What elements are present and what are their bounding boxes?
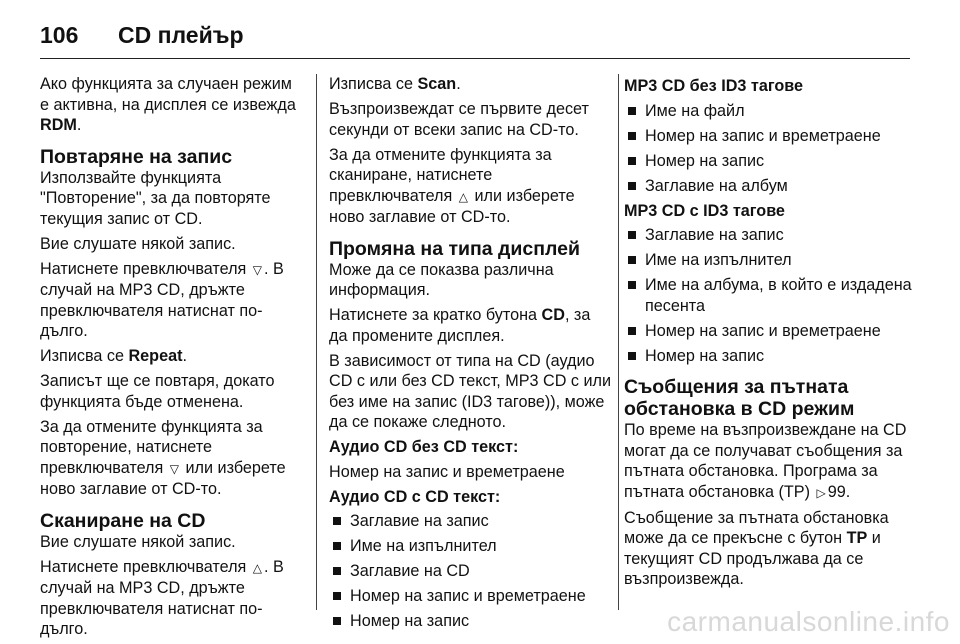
page-reference-icon: ▷: [816, 485, 826, 500]
switch-down-icon: ▽: [169, 461, 180, 476]
column-divider-2: [618, 74, 619, 610]
switch-up-icon: △: [252, 560, 263, 575]
list-item: Заглавие на запис: [624, 225, 912, 246]
column-divider-1: [316, 74, 317, 610]
list-item: Име на файл: [624, 101, 912, 122]
display-paragraph-1: Може да се показва различна информация.: [329, 260, 554, 299]
audio-no-text-value: Номер на запис и времетраене: [329, 462, 565, 481]
repeat-paragraph-2: Вие слушате някой запис.: [40, 234, 236, 253]
switch-down-icon: ▽: [252, 262, 263, 277]
mp3-no-id3-list: [624, 101, 912, 197]
switch-up-icon: △: [458, 189, 469, 204]
list-item: Заглавие на CD: [329, 561, 612, 582]
tp-button-term: TP: [846, 529, 868, 547]
display-paragraph-2: Натиснете за кратко бутона CD, за да промените дисплея.: [329, 306, 591, 345]
cd-button-term: CD: [541, 306, 565, 324]
display-paragraph-3: В зависимост от типа на CD (аудио CD с или без CD текст, MP3 CD с или без име на запис (ID3 тагове)), може да се покаже следното.: [329, 351, 612, 431]
mp3-id3-label: MP3 CD с ID3 тагове: [624, 201, 785, 220]
list-item: Номер на запис: [624, 346, 912, 367]
list-item: Номер на запис и времетраене: [624, 321, 912, 342]
repeat-term: Repeat: [128, 347, 183, 365]
page-reference: 99.: [827, 482, 851, 501]
repeat-paragraph-4: Изписва се Repeat.: [40, 347, 187, 365]
page-number: 106: [40, 21, 79, 48]
repeat-paragraph-3: Натиснете превключвателя ▽ . В случай на MP3 CD, дръжте превключвателя натиснат по-дълго.: [40, 259, 284, 340]
column-1: [40, 74, 302, 644]
list-item: Име на изпълнител: [329, 536, 612, 557]
list-item: Име на изпълнител: [624, 250, 912, 271]
page-header: [40, 20, 244, 50]
scan-paragraph-5: За да отмените функцията за сканиране, натиснете превключвателя △ или изберете ново заглавие от CD-то.: [329, 145, 575, 226]
section-title: CD плейър: [118, 21, 244, 48]
repeat-paragraph-1: Използвайте функцията "Повторение", за да повторяте текущия запис от CD.: [40, 168, 271, 228]
list-item: Заглавие на албум: [624, 176, 912, 197]
traffic-paragraph-1: По време на възпроизвеждане на CD могат да се получават съобщения за пътната обстановка. Програма за пътната обстановка (TP) ▷ 99.: [624, 420, 912, 503]
header-rule: [40, 58, 910, 59]
list-item: Заглавие на запис: [329, 511, 612, 532]
scan-paragraph-1: Вие слушате някой запис.: [40, 532, 236, 551]
scan-term: Scan: [417, 75, 457, 93]
scan-paragraph-4: Възпроизвеждат се първите десет секунди от всеки запис на CD-то.: [329, 100, 589, 139]
audio-text-list: [329, 511, 612, 632]
mp3-id3-list: [624, 225, 912, 366]
list-item: Номер на запис и времетраене: [329, 586, 612, 607]
column-3: [624, 74, 912, 594]
scan-paragraph-3: Изписва се Scan.: [329, 75, 461, 93]
traffic-paragraph-2: Съобщение за пътната обстановка може да се прекъсне с бутон TP и текущият CD продължава да се възпроизвежда.: [624, 508, 889, 588]
repeat-heading: Повтаряне на запис: [40, 145, 233, 168]
repeat-paragraph-5: Записът ще се повтаря, докато функцията бъде отменена.: [40, 372, 275, 411]
intro-paragraph: Ако функцията за случаен режим е активна, на дисплея се извежда RDM.: [40, 75, 296, 134]
list-item: Номер на запис: [329, 611, 612, 632]
scan-paragraph-2: Натиснете превключвателя △ . В случай на MP3 CD, дръжте превключвателя натиснат по-дълго.: [40, 557, 284, 638]
list-item: Номер на запис: [624, 151, 912, 172]
scan-heading: Сканиране на CD: [40, 509, 206, 532]
rdm-term: RDM: [40, 116, 77, 134]
repeat-paragraph-6: За да отмените функцията за повторение, натиснете превключвателя ▽ или изберете ново заглавие от CD-то.: [40, 417, 286, 498]
column-2: [329, 74, 612, 636]
mp3-no-id3-label: MP3 CD без ID3 тагове: [624, 77, 803, 95]
audio-no-text-label: Аудио CD без CD текст:: [329, 438, 519, 456]
list-item: Име на албума, в който е издадена песента: [624, 275, 912, 316]
list-item: Номер на запис и времетраене: [624, 126, 912, 147]
display-heading: Промяна на типа дисплей: [329, 237, 580, 260]
traffic-heading: Съобщения за пътната обстановка в CD режим: [624, 376, 855, 420]
audio-text-label: Аудио CD с CD текст:: [329, 487, 501, 506]
watermark: carmanualsonline.info: [667, 606, 950, 637]
